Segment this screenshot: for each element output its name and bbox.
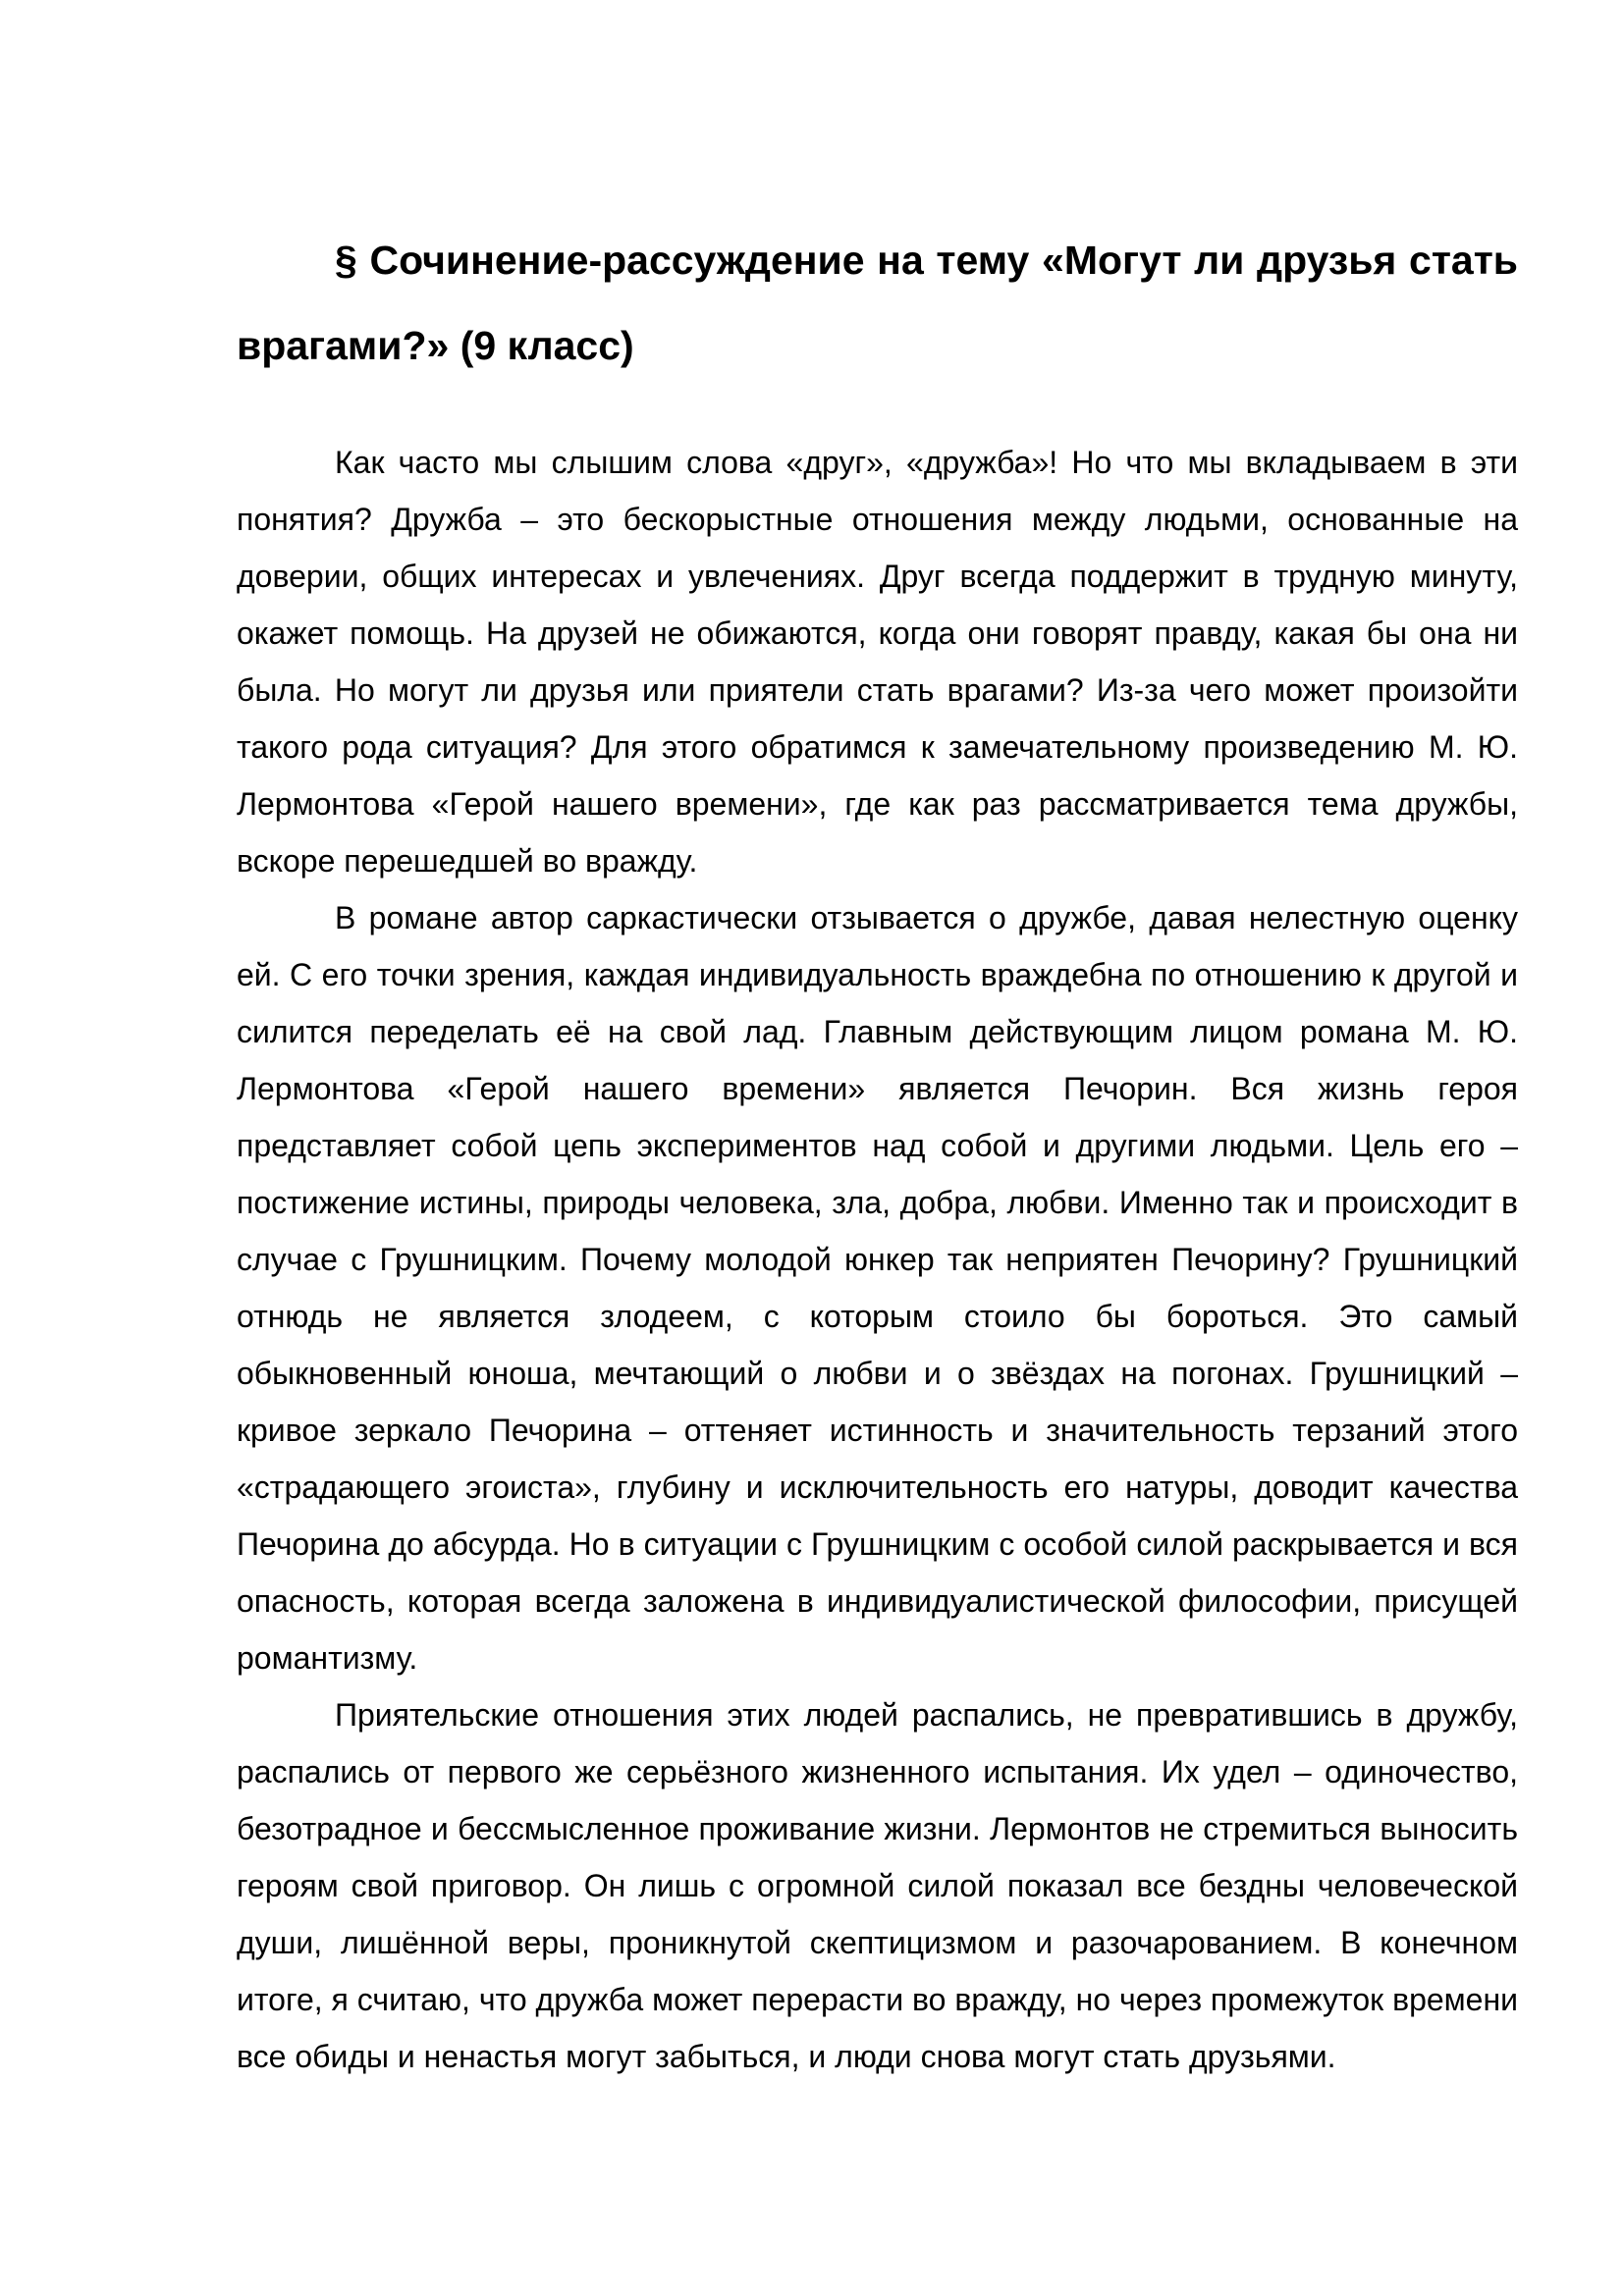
essay-title: § Сочинение-рассуждение на тему «Могут ли друзья стать врагами?» (9 класс) xyxy=(237,238,1518,368)
paragraph-1: Как часто мы слышим слова «друг», «дружба»! Но что мы вкладываем в эти понятия? Дружба – это бескорыстные отношения между людьми, основанные на доверии, общих интересах и увлечениях. Друг всегда поддержит в трудную минуту, окажет помощь. На друзей не обижаются, когда они говорят правду, какая бы она ни была. Но могут ли друзья или приятели стать врагами? Из-за чего может произойти такого рода ситуация? Для этого обратимся к замечательному произведению М. Ю. Лермонтова «Герой нашего времени», где как раз рассматривается тема дружбы, вскоре перешедшей во вражду. xyxy=(237,445,1518,879)
essay-body xyxy=(237,434,1518,2085)
paragraph-3: Приятельские отношения этих людей распались, не превратившись в дружбу, распались от первого же серьёзного жизненного испытания. Их удел – одиночество, безотрадное и бессмысленное проживание жизни. Лермонтов не стремиться выносить героям свой приговор. Он лишь с огромной силой показал все бездны человеческой души, лишённой веры, проникнутой скептицизмом и разочарованием. В конечном итоге, я считаю, что дружба может перерасти во вражду, но через промежуток времени все обиды и ненастья могут забыться, и люди снова могут стать друзьями. xyxy=(237,1697,1518,2074)
paragraph-2: В романе автор саркастически отзывается о дружбе, давая нелестную оценку ей. С его точки зрения, каждая индивидуальность враждебна по отношению к другой и силится переделать её на свой лад. Главным действующим лицом романа М. Ю. Лермонтова «Герой нашего времени» является Печорин. Вся жизнь героя представляет собой цепь экспериментов над собой и другими людьми. Цель его – постижение истины, природы человека, зла, добра, любви. Именно так и происходит в случае с Грушницким. Почему молодой юнкер так неприятен Печорину? Грушницкий отнюдь не является злодеем, с которым стоило бы бороться. Это самый обыкновенный юноша, мечтающий о любви и о звёздах на погонах. Грушницкий – кривое зеркало Печорина – оттеняет истинность и значительность терзаний этого «страдающего эгоиста», глубину и исключительность его натуры, доводит качества Печорина до абсурда. Но в ситуации с Грушницким с особой силой раскрывается и вся опасность, которая всегда заложена в индивидуалистической философии, присущей романтизму. xyxy=(237,900,1518,1676)
